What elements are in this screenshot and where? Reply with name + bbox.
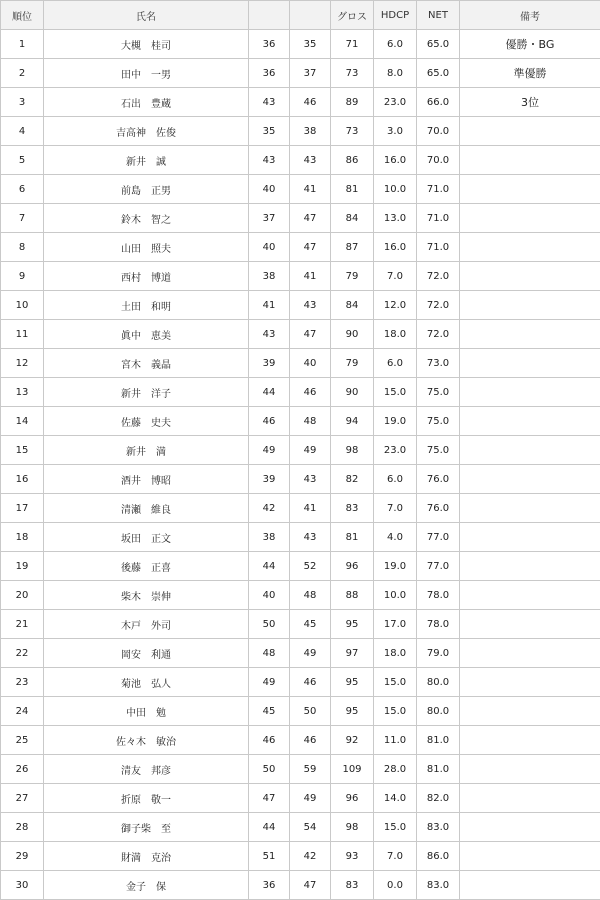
cell-gross: 95 bbox=[331, 697, 374, 726]
cell-note bbox=[460, 204, 600, 233]
cell-in: 43 bbox=[290, 146, 331, 175]
cell-note bbox=[460, 784, 600, 813]
cell-gross: 73 bbox=[331, 117, 374, 146]
cell-rank: 15 bbox=[1, 436, 44, 465]
cell-out: 51 bbox=[249, 842, 290, 871]
cell-name: 坂田 正文 bbox=[44, 523, 249, 552]
cell-gross: 82 bbox=[331, 465, 374, 494]
header-note: 備考 bbox=[460, 1, 600, 30]
cell-rank: 16 bbox=[1, 465, 44, 494]
cell-hdcp: 7.0 bbox=[374, 494, 417, 523]
cell-note bbox=[460, 175, 600, 204]
cell-hdcp: 18.0 bbox=[374, 320, 417, 349]
cell-in: 37 bbox=[290, 59, 331, 88]
cell-hdcp: 14.0 bbox=[374, 784, 417, 813]
cell-in: 45 bbox=[290, 610, 331, 639]
cell-name: 田中 一男 bbox=[44, 59, 249, 88]
cell-gross: 95 bbox=[331, 668, 374, 697]
cell-hdcp: 13.0 bbox=[374, 204, 417, 233]
cell-hdcp: 15.0 bbox=[374, 378, 417, 407]
cell-out: 39 bbox=[249, 465, 290, 494]
cell-out: 41 bbox=[249, 291, 290, 320]
cell-rank: 4 bbox=[1, 117, 44, 146]
cell-hdcp: 12.0 bbox=[374, 291, 417, 320]
cell-out: 49 bbox=[249, 436, 290, 465]
cell-rank: 13 bbox=[1, 378, 44, 407]
cell-hdcp: 0.0 bbox=[374, 871, 417, 900]
cell-in: 38 bbox=[290, 117, 331, 146]
cell-out: 42 bbox=[249, 494, 290, 523]
cell-note bbox=[460, 233, 600, 262]
cell-out: 44 bbox=[249, 552, 290, 581]
cell-note: 優勝・BG bbox=[460, 30, 600, 59]
table-row bbox=[1, 407, 600, 436]
cell-out: 49 bbox=[249, 668, 290, 697]
cell-note bbox=[460, 813, 600, 842]
cell-gross: 92 bbox=[331, 726, 374, 755]
cell-hdcp: 6.0 bbox=[374, 349, 417, 378]
cell-name: 御子柴 至 bbox=[44, 813, 249, 842]
header-gross: グロス bbox=[331, 1, 374, 30]
cell-rank: 30 bbox=[1, 871, 44, 900]
cell-note bbox=[460, 726, 600, 755]
cell-hdcp: 10.0 bbox=[374, 581, 417, 610]
cell-gross: 73 bbox=[331, 59, 374, 88]
header-net: NET bbox=[417, 1, 460, 30]
cell-rank: 23 bbox=[1, 668, 44, 697]
cell-gross: 90 bbox=[331, 320, 374, 349]
cell-rank: 12 bbox=[1, 349, 44, 378]
cell-hdcp: 3.0 bbox=[374, 117, 417, 146]
cell-name: 柴木 崇伸 bbox=[44, 581, 249, 610]
cell-in: 48 bbox=[290, 581, 331, 610]
table-row bbox=[1, 697, 600, 726]
cell-name: 土田 和明 bbox=[44, 291, 249, 320]
cell-out: 47 bbox=[249, 784, 290, 813]
cell-rank: 20 bbox=[1, 581, 44, 610]
header-name: 氏名 bbox=[44, 1, 249, 30]
cell-in: 46 bbox=[290, 726, 331, 755]
cell-gross: 83 bbox=[331, 494, 374, 523]
cell-note bbox=[460, 262, 600, 291]
cell-net: 65.0 bbox=[417, 59, 460, 88]
cell-in: 43 bbox=[290, 465, 331, 494]
cell-name: 吉高神 佐俊 bbox=[44, 117, 249, 146]
cell-name: 折原 敬一 bbox=[44, 784, 249, 813]
cell-rank: 21 bbox=[1, 610, 44, 639]
cell-gross: 90 bbox=[331, 378, 374, 407]
cell-note: 3位 bbox=[460, 88, 600, 117]
cell-gross: 96 bbox=[331, 784, 374, 813]
cell-note bbox=[460, 552, 600, 581]
cell-hdcp: 15.0 bbox=[374, 668, 417, 697]
cell-in: 49 bbox=[290, 784, 331, 813]
cell-net: 83.0 bbox=[417, 871, 460, 900]
cell-rank: 9 bbox=[1, 262, 44, 291]
cell-in: 41 bbox=[290, 262, 331, 291]
table-row bbox=[1, 349, 600, 378]
cell-rank: 19 bbox=[1, 552, 44, 581]
cell-in: 47 bbox=[290, 233, 331, 262]
cell-hdcp: 10.0 bbox=[374, 175, 417, 204]
cell-name: 木戸 外司 bbox=[44, 610, 249, 639]
cell-name: 中田 勉 bbox=[44, 697, 249, 726]
cell-hdcp: 17.0 bbox=[374, 610, 417, 639]
table-row bbox=[1, 465, 600, 494]
cell-note bbox=[460, 610, 600, 639]
cell-out: 50 bbox=[249, 610, 290, 639]
cell-out: 40 bbox=[249, 581, 290, 610]
cell-hdcp: 28.0 bbox=[374, 755, 417, 784]
cell-net: 75.0 bbox=[417, 407, 460, 436]
cell-note bbox=[460, 117, 600, 146]
cell-rank: 27 bbox=[1, 784, 44, 813]
table-row bbox=[1, 233, 600, 262]
cell-gross: 89 bbox=[331, 88, 374, 117]
cell-hdcp: 19.0 bbox=[374, 407, 417, 436]
cell-in: 46 bbox=[290, 668, 331, 697]
table-row bbox=[1, 262, 600, 291]
cell-rank: 17 bbox=[1, 494, 44, 523]
cell-note bbox=[460, 378, 600, 407]
cell-out: 36 bbox=[249, 59, 290, 88]
cell-net: 70.0 bbox=[417, 117, 460, 146]
cell-note bbox=[460, 668, 600, 697]
cell-out: 40 bbox=[249, 233, 290, 262]
cell-name: 岡安 利通 bbox=[44, 639, 249, 668]
cell-hdcp: 15.0 bbox=[374, 697, 417, 726]
cell-net: 71.0 bbox=[417, 204, 460, 233]
table-row bbox=[1, 117, 600, 146]
cell-rank: 1 bbox=[1, 30, 44, 59]
cell-name: 菊池 弘人 bbox=[44, 668, 249, 697]
cell-rank: 22 bbox=[1, 639, 44, 668]
header-out bbox=[249, 1, 290, 30]
table-row bbox=[1, 146, 600, 175]
cell-net: 80.0 bbox=[417, 668, 460, 697]
cell-in: 41 bbox=[290, 494, 331, 523]
cell-hdcp: 6.0 bbox=[374, 30, 417, 59]
cell-hdcp: 15.0 bbox=[374, 813, 417, 842]
cell-out: 46 bbox=[249, 407, 290, 436]
table-row bbox=[1, 204, 600, 233]
cell-name: 清瀬 維良 bbox=[44, 494, 249, 523]
cell-gross: 81 bbox=[331, 175, 374, 204]
cell-rank: 2 bbox=[1, 59, 44, 88]
cell-hdcp: 8.0 bbox=[374, 59, 417, 88]
cell-gross: 94 bbox=[331, 407, 374, 436]
cell-rank: 3 bbox=[1, 88, 44, 117]
table-row bbox=[1, 784, 600, 813]
cell-hdcp: 16.0 bbox=[374, 146, 417, 175]
cell-net: 76.0 bbox=[417, 494, 460, 523]
table-row bbox=[1, 842, 600, 871]
cell-net: 73.0 bbox=[417, 349, 460, 378]
cell-rank: 29 bbox=[1, 842, 44, 871]
cell-net: 75.0 bbox=[417, 436, 460, 465]
table-row bbox=[1, 755, 600, 784]
cell-out: 39 bbox=[249, 349, 290, 378]
cell-net: 78.0 bbox=[417, 581, 460, 610]
cell-gross: 96 bbox=[331, 552, 374, 581]
cell-hdcp: 23.0 bbox=[374, 436, 417, 465]
cell-out: 46 bbox=[249, 726, 290, 755]
cell-rank: 7 bbox=[1, 204, 44, 233]
cell-in: 59 bbox=[290, 755, 331, 784]
cell-rank: 14 bbox=[1, 407, 44, 436]
cell-note bbox=[460, 436, 600, 465]
cell-note bbox=[460, 871, 600, 900]
cell-in: 47 bbox=[290, 204, 331, 233]
cell-net: 66.0 bbox=[417, 88, 460, 117]
cell-in: 46 bbox=[290, 88, 331, 117]
cell-note bbox=[460, 320, 600, 349]
cell-out: 40 bbox=[249, 175, 290, 204]
cell-out: 43 bbox=[249, 88, 290, 117]
cell-net: 79.0 bbox=[417, 639, 460, 668]
cell-hdcp: 7.0 bbox=[374, 262, 417, 291]
cell-in: 43 bbox=[290, 523, 331, 552]
cell-in: 40 bbox=[290, 349, 331, 378]
cell-note bbox=[460, 755, 600, 784]
cell-note bbox=[460, 146, 600, 175]
cell-in: 50 bbox=[290, 697, 331, 726]
cell-net: 72.0 bbox=[417, 262, 460, 291]
table-body bbox=[1, 30, 600, 900]
cell-net: 72.0 bbox=[417, 320, 460, 349]
cell-out: 48 bbox=[249, 639, 290, 668]
cell-hdcp: 4.0 bbox=[374, 523, 417, 552]
cell-in: 52 bbox=[290, 552, 331, 581]
table-row bbox=[1, 88, 600, 117]
cell-hdcp: 18.0 bbox=[374, 639, 417, 668]
cell-in: 42 bbox=[290, 842, 331, 871]
cell-name: 佐々木 敏治 bbox=[44, 726, 249, 755]
cell-note: 準優勝 bbox=[460, 59, 600, 88]
cell-out: 38 bbox=[249, 523, 290, 552]
cell-name: 新井 洋子 bbox=[44, 378, 249, 407]
cell-gross: 84 bbox=[331, 291, 374, 320]
cell-note bbox=[460, 639, 600, 668]
header-rank: 順位 bbox=[1, 1, 44, 30]
cell-rank: 18 bbox=[1, 523, 44, 552]
table-row bbox=[1, 436, 600, 465]
cell-note bbox=[460, 581, 600, 610]
cell-hdcp: 23.0 bbox=[374, 88, 417, 117]
cell-in: 47 bbox=[290, 320, 331, 349]
header-hdcp: HDCP bbox=[374, 1, 417, 30]
header-in bbox=[290, 1, 331, 30]
table-row bbox=[1, 523, 600, 552]
table-row bbox=[1, 494, 600, 523]
cell-net: 81.0 bbox=[417, 726, 460, 755]
table-row bbox=[1, 610, 600, 639]
cell-gross: 93 bbox=[331, 842, 374, 871]
cell-name: 西村 博道 bbox=[44, 262, 249, 291]
table-row bbox=[1, 30, 600, 59]
table-row bbox=[1, 639, 600, 668]
table-row bbox=[1, 813, 600, 842]
cell-gross: 88 bbox=[331, 581, 374, 610]
cell-hdcp: 7.0 bbox=[374, 842, 417, 871]
cell-net: 83.0 bbox=[417, 813, 460, 842]
cell-gross: 87 bbox=[331, 233, 374, 262]
header-row bbox=[1, 1, 600, 30]
cell-out: 45 bbox=[249, 697, 290, 726]
table-row bbox=[1, 726, 600, 755]
cell-note bbox=[460, 465, 600, 494]
cell-in: 48 bbox=[290, 407, 331, 436]
cell-gross: 71 bbox=[331, 30, 374, 59]
cell-gross: 79 bbox=[331, 262, 374, 291]
cell-in: 54 bbox=[290, 813, 331, 842]
cell-in: 43 bbox=[290, 291, 331, 320]
cell-note bbox=[460, 697, 600, 726]
cell-net: 71.0 bbox=[417, 233, 460, 262]
cell-gross: 97 bbox=[331, 639, 374, 668]
cell-net: 76.0 bbox=[417, 465, 460, 494]
cell-net: 65.0 bbox=[417, 30, 460, 59]
cell-gross: 81 bbox=[331, 523, 374, 552]
cell-name: 山田 照夫 bbox=[44, 233, 249, 262]
cell-note bbox=[460, 842, 600, 871]
cell-name: 新井 満 bbox=[44, 436, 249, 465]
table-row bbox=[1, 581, 600, 610]
cell-name: 清友 邦彦 bbox=[44, 755, 249, 784]
cell-note bbox=[460, 407, 600, 436]
cell-in: 49 bbox=[290, 639, 331, 668]
cell-gross: 83 bbox=[331, 871, 374, 900]
cell-net: 78.0 bbox=[417, 610, 460, 639]
cell-note bbox=[460, 523, 600, 552]
cell-name: 後藤 正喜 bbox=[44, 552, 249, 581]
cell-rank: 26 bbox=[1, 755, 44, 784]
cell-name: 大槻 桂司 bbox=[44, 30, 249, 59]
cell-out: 43 bbox=[249, 320, 290, 349]
cell-out: 37 bbox=[249, 204, 290, 233]
cell-in: 47 bbox=[290, 871, 331, 900]
cell-rank: 25 bbox=[1, 726, 44, 755]
cell-rank: 11 bbox=[1, 320, 44, 349]
cell-rank: 10 bbox=[1, 291, 44, 320]
cell-name: 前島 正男 bbox=[44, 175, 249, 204]
cell-hdcp: 16.0 bbox=[374, 233, 417, 262]
cell-name: 石出 豊蔵 bbox=[44, 88, 249, 117]
cell-out: 36 bbox=[249, 871, 290, 900]
cell-net: 81.0 bbox=[417, 755, 460, 784]
cell-name: 酒井 博昭 bbox=[44, 465, 249, 494]
cell-note bbox=[460, 291, 600, 320]
cell-in: 35 bbox=[290, 30, 331, 59]
cell-net: 77.0 bbox=[417, 523, 460, 552]
cell-out: 38 bbox=[249, 262, 290, 291]
cell-rank: 8 bbox=[1, 233, 44, 262]
cell-rank: 24 bbox=[1, 697, 44, 726]
cell-gross: 95 bbox=[331, 610, 374, 639]
cell-name: 佐藤 史夫 bbox=[44, 407, 249, 436]
table-row bbox=[1, 871, 600, 900]
cell-net: 72.0 bbox=[417, 291, 460, 320]
table-row bbox=[1, 552, 600, 581]
cell-gross: 98 bbox=[331, 436, 374, 465]
cell-rank: 6 bbox=[1, 175, 44, 204]
cell-name: 新井 誠 bbox=[44, 146, 249, 175]
cell-net: 82.0 bbox=[417, 784, 460, 813]
cell-name: 宮木 義晶 bbox=[44, 349, 249, 378]
cell-net: 75.0 bbox=[417, 378, 460, 407]
cell-gross: 86 bbox=[331, 146, 374, 175]
table-row bbox=[1, 291, 600, 320]
cell-name: 鈴木 智之 bbox=[44, 204, 249, 233]
cell-net: 80.0 bbox=[417, 697, 460, 726]
cell-gross: 79 bbox=[331, 349, 374, 378]
table-row bbox=[1, 175, 600, 204]
cell-note bbox=[460, 349, 600, 378]
cell-net: 86.0 bbox=[417, 842, 460, 871]
cell-in: 49 bbox=[290, 436, 331, 465]
cell-net: 77.0 bbox=[417, 552, 460, 581]
table-header bbox=[1, 1, 600, 30]
cell-out: 50 bbox=[249, 755, 290, 784]
cell-name: 金子 保 bbox=[44, 871, 249, 900]
cell-hdcp: 19.0 bbox=[374, 552, 417, 581]
table-row bbox=[1, 668, 600, 697]
cell-gross: 109 bbox=[331, 755, 374, 784]
cell-out: 36 bbox=[249, 30, 290, 59]
cell-rank: 28 bbox=[1, 813, 44, 842]
cell-name: 財満 克治 bbox=[44, 842, 249, 871]
cell-out: 44 bbox=[249, 378, 290, 407]
cell-net: 71.0 bbox=[417, 175, 460, 204]
cell-in: 41 bbox=[290, 175, 331, 204]
table-row bbox=[1, 320, 600, 349]
table-row bbox=[1, 59, 600, 88]
cell-in: 46 bbox=[290, 378, 331, 407]
cell-note bbox=[460, 494, 600, 523]
table-row bbox=[1, 378, 600, 407]
cell-out: 44 bbox=[249, 813, 290, 842]
cell-gross: 84 bbox=[331, 204, 374, 233]
cell-rank: 5 bbox=[1, 146, 44, 175]
cell-gross: 98 bbox=[331, 813, 374, 842]
cell-out: 35 bbox=[249, 117, 290, 146]
cell-hdcp: 11.0 bbox=[374, 726, 417, 755]
cell-out: 43 bbox=[249, 146, 290, 175]
cell-name: 眞中 恵美 bbox=[44, 320, 249, 349]
cell-hdcp: 6.0 bbox=[374, 465, 417, 494]
cell-net: 70.0 bbox=[417, 146, 460, 175]
